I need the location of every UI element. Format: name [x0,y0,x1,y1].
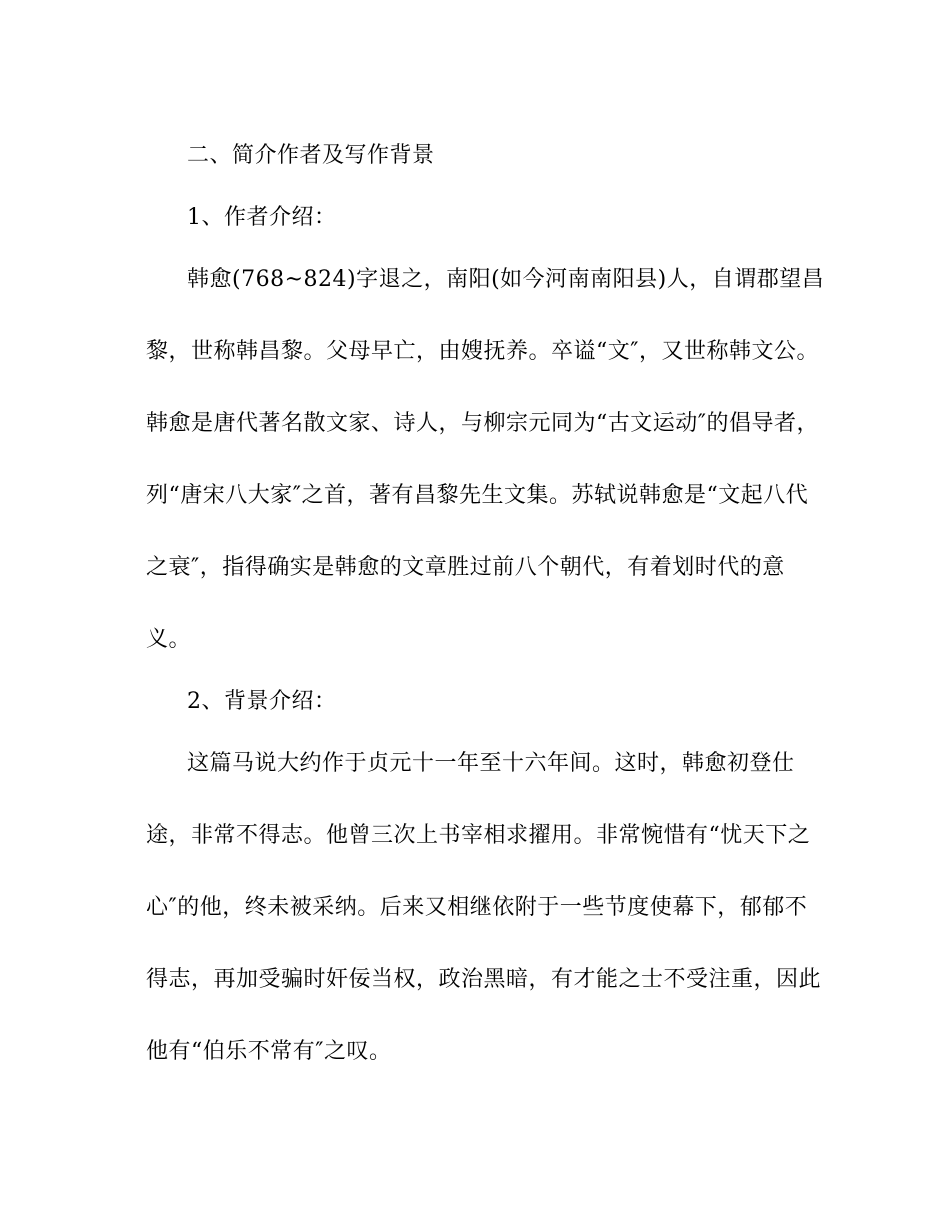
background-paragraph-line: 心″的他，终未被采纳。后来又相继依附于一些节度使幕下，郁郁不 [146,895,808,920]
background-paragraph-line: 他有“伯乐不常有″之叹。 [146,1039,392,1064]
background-heading: 2、背景介绍： [187,689,337,714]
author-paragraph-line: 韩愈(768~824)字退之，南阳(如今河南南阳县)人，自谓郡望昌 [187,267,825,292]
author-paragraph-line: 黎，世称韩昌黎。父母早亡，由嫂抚养。卒谥“文″，又世称韩文公。 [146,339,819,364]
background-paragraph-line: 得志，再加受骗时奸佞当权，政治黑暗，有才能之士不受注重，因此 [146,967,822,992]
section-heading: 二、简介作者及写作背景 [187,143,435,168]
author-paragraph-line: 列“唐宋八大家″之首，著有昌黎先生文集。苏轼说韩愈是“文起八代 [146,483,809,508]
author-paragraph-line: 之衰″，指得确实是韩愈的文章胜过前八个朝代，有着划时代的意 [146,555,785,580]
author-paragraph-line: 义。 [146,627,192,652]
background-paragraph-line: 途，非常不得志。他曾三次上书宰相求擢用。非常惋惜有“忧天下之 [146,823,811,848]
background-paragraph-line: 这篇马说大约作于贞元十一年至十六年间。这时，韩愈初登仕 [187,751,795,776]
author-paragraph-line: 韩愈是唐代著名散文家、诗人，与柳宗元同为“古文运动″的倡导者， [146,411,819,436]
author-heading: 1、作者介绍： [187,205,337,230]
